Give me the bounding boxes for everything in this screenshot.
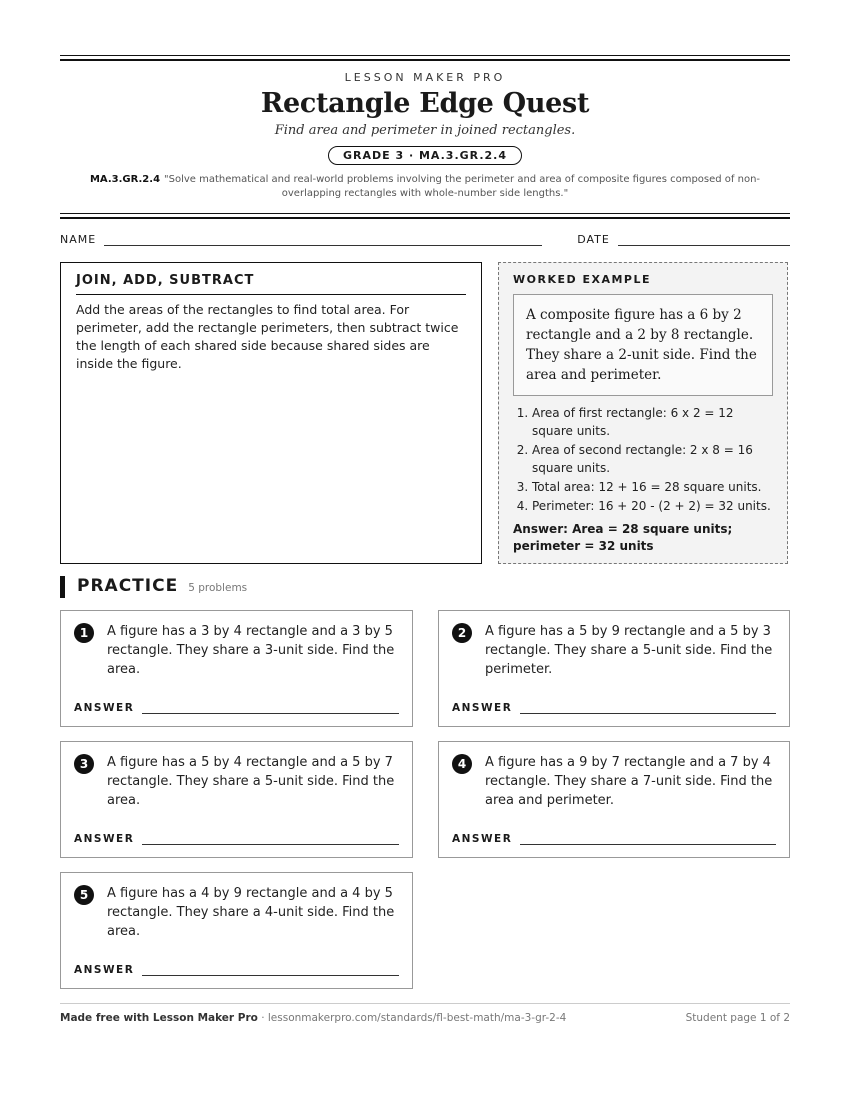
header-bottom-rule [60,213,790,219]
footer-page-number: Student page 1 of 2 [685,1012,790,1024]
step-item: 2. Area of second rectangle: 2 x 8 = 16 square units. [532,441,773,477]
date-label: DATE [577,233,610,246]
date-field[interactable] [618,233,790,246]
top-rule [60,55,790,61]
page-title: Rectangle Edge Quest [260,88,590,119]
answer-label: ANSWER [452,833,513,845]
practice-problem-card [60,741,413,858]
problem-text: A figure has a 5 by 9 rectangle and a 5 by 3 rectangle. They share a 5-unit side. Find the perimeter. [485,624,773,677]
worked-example-box [498,262,788,564]
name-field[interactable] [104,233,542,246]
answer-field[interactable] [142,963,399,976]
footer-made-by: Made free with Lesson Maker Pro [60,1012,258,1024]
problem-text: A figure has a 4 by 9 rectangle and a 4 by 5 rectangle. They share a 4-unit side. Find the area. [107,886,395,939]
practice-heading: PRACTICE [77,576,179,596]
answer-label: ANSWER [74,702,135,714]
problem-text: A figure has a 5 by 4 rectangle and a 5 by 7 rectangle. They share a 5-unit side. Find the area. [107,755,395,808]
concept-box [60,262,482,564]
practice-problem-card [438,741,790,858]
problem-number: 1 [74,623,94,643]
name-date-row [60,233,790,246]
concept-heading: JOIN, ADD, SUBTRACT [76,273,466,295]
step-item: 3. Total area: 12 + 16 = 28 square units. [532,478,773,496]
practice-problem-card [60,610,413,727]
answer-label: ANSWER [74,833,135,845]
step-item: 4. Perimeter: 16 + 20 - (2 + 2) = 32 units. [532,497,773,515]
practice-grid [60,610,790,989]
problem-number: 2 [452,623,472,643]
worked-example-heading: WORKED EXAMPLE [513,273,651,286]
standard-text: "Solve mathematical and real-world problems involving the perimeter and area of composite figures composed of non-overlapping rectangles with whole-number side lengths." [164,174,761,199]
problem-number: 5 [74,885,94,905]
name-label: NAME [60,233,97,246]
footer-url[interactable]: · lessonmakerpro.com/standards/fl-best-math/ma-3-gr-2-4 [257,1012,567,1024]
problem-text: A figure has a 9 by 7 rectangle and a 7 by 4 rectangle. They share a 7-unit side. Find the area and perimeter. [485,755,773,808]
problem-text: A figure has a 3 by 4 rectangle and a 3 by 5 rectangle. They share a 3-unit side. Find the area. [107,624,395,677]
worked-example-steps [513,404,773,515]
answer-label: ANSWER [452,702,513,714]
answer-label: ANSWER [74,964,135,976]
brand-name: LESSON MAKER PRO [344,71,506,84]
standard-description [80,173,770,201]
concept-body: Add the areas of the rectangles to find total area. For perimeter, add the rectangle perimeters, then subtract twice the length of each shared side because shared sides are inside the figure. [76,302,459,371]
practice-header [60,576,790,598]
standard-code: MA.3.GR.2.4 [89,174,161,185]
practice-count: 5 problems [188,582,248,594]
answer-field[interactable] [142,701,399,714]
answer-field[interactable] [520,832,776,845]
problem-number: 3 [74,754,94,774]
worksheet-page [60,55,790,989]
worked-example-answer: Answer: Area = 28 square units; perimeter = 32 units [513,522,733,553]
answer-field[interactable] [142,832,399,845]
problem-number: 4 [452,754,472,774]
grade-badge: GRADE 3 · MA.3.GR.2.4 [328,146,522,165]
worked-example-problem: A composite figure has a 6 by 2 rectangle and a 2 by 8 rectangle. They share a 2-unit side. Find the area and perimeter. [513,294,773,396]
practice-problem-card [438,610,790,727]
practice-problem-card [60,872,413,989]
answer-field[interactable] [520,701,776,714]
page-footer [60,1003,790,1024]
page-subtitle: Find area and perimeter in joined rectangles. [274,123,576,138]
step-item: 1. Area of first rectangle: 6 x 2 = 12 square units. [532,404,773,440]
